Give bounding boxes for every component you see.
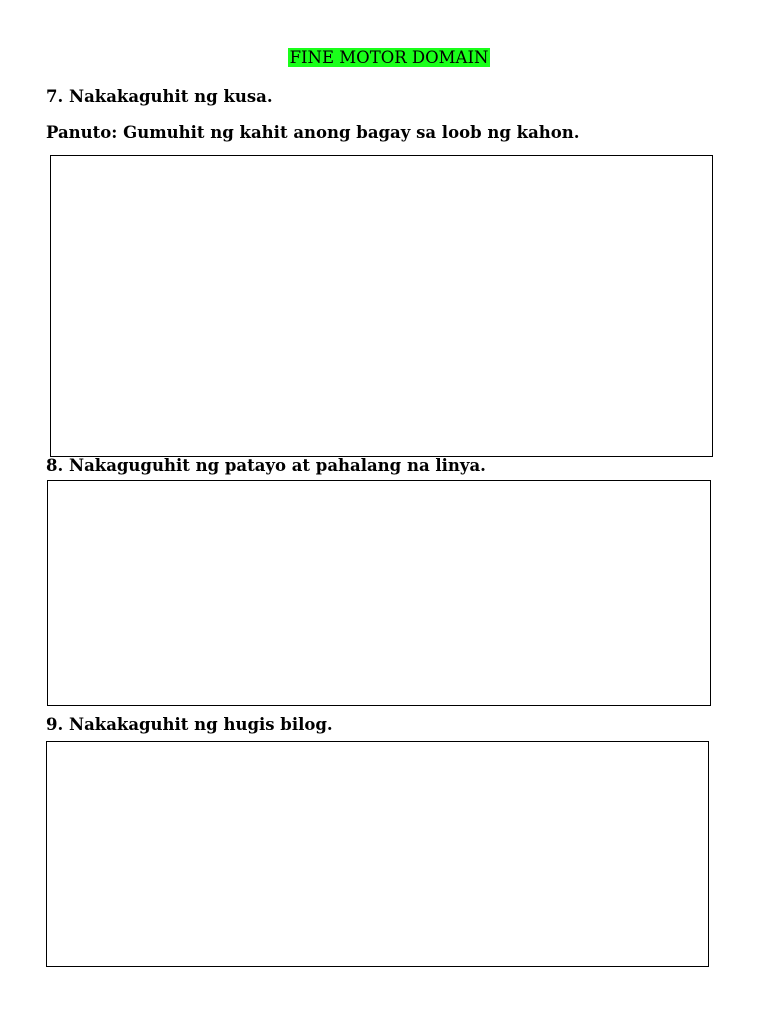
drawing-box-item-8[interactable] [47,480,711,706]
item-9-number: 9. [46,715,64,734]
item-9-heading [46,714,333,736]
item-8-number: 8. [46,456,64,475]
item-7-heading [46,86,273,108]
drawing-box-item-7[interactable] [50,155,713,457]
drawing-box-item-9[interactable] [46,741,709,967]
page-title-highlight: FINE MOTOR DOMAIN [289,48,489,67]
item-7-instruction: Panuto: Gumuhit ng kahit anong bagay sa loob ng kahon. [46,123,580,142]
item-9-text: Nakakaguhit ng hugis bilog. [68,715,333,734]
item-8-heading [46,455,486,477]
item-7-number: 7. [46,87,64,106]
page-title [0,47,768,69]
item-8-text: Nakaguguhit ng patayo at pahalang na linya. [68,456,486,475]
item-7-text: Nakakaguhit ng kusa. [68,87,273,106]
